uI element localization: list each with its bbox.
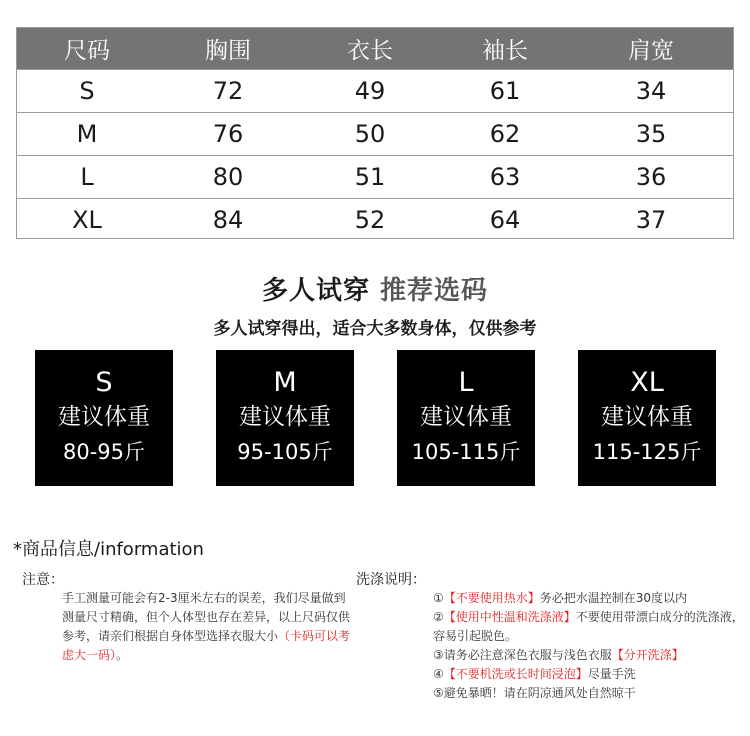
wash-item-text: 尽量手洗: [587, 667, 636, 681]
wash-item-highlight: 【不要使用热水】: [443, 591, 540, 605]
card-weight-range: 115-125斤: [592, 440, 702, 464]
card-size: L: [458, 367, 474, 398]
recommend-subtitle: 多人试穿得出，适合大多数身体，仅供参考: [213, 319, 537, 339]
wash-item: [433, 608, 745, 646]
table-cell: 84: [212, 206, 244, 234]
card-weight-label: 建议体重: [420, 404, 512, 430]
table-cell: 51: [354, 163, 386, 191]
card-weight-range: 105-115斤: [411, 440, 521, 464]
wash-item-highlight: 【不要机洗或长时间浸泡】: [443, 667, 588, 681]
card-weight-range: 95-105斤: [237, 440, 333, 464]
table-row: [17, 69, 733, 112]
table-row: [17, 198, 733, 241]
wash-item: [433, 589, 745, 608]
table-row: [17, 155, 733, 198]
card-size: M: [273, 367, 297, 398]
table-cell: 62: [489, 120, 521, 148]
note-body: [62, 589, 352, 665]
wash-list: [433, 589, 745, 703]
header-size: 尺码: [64, 38, 110, 64]
table-cell: 80: [212, 163, 244, 191]
table-cell: 49: [354, 77, 386, 105]
card-size: S: [95, 367, 113, 398]
note-text: 手工测量可能会有2-3厘米左右的误差，我们尽量做到测量尺寸精确，但个人体型也存在差异，以上尺码仅供参考，请亲们根据自身体型选择衣服大小: [62, 591, 351, 643]
table-cell: 34: [635, 77, 667, 105]
table-row: [17, 112, 733, 155]
wash-item-highlight: 【使用中性温和洗涤液】: [443, 610, 576, 624]
wash-item-text: 务必把水温控制在30度以内: [539, 591, 688, 605]
table-cell: 61: [489, 77, 521, 105]
card-weight-range: 80-95斤: [62, 440, 146, 464]
wash-item-number: ④: [433, 667, 444, 681]
wash-item-text: 不要使用带漂白成分的洗涤液，容易引起脱色。: [433, 610, 744, 643]
note-end: 。: [116, 648, 129, 662]
table-cell: XL: [72, 206, 102, 234]
table-cell: 72: [212, 77, 244, 105]
wash-item-number: ③: [433, 648, 444, 662]
wash-item-text: 避免暴晒！请在阴凉通风处自然晾干: [443, 686, 636, 700]
table-cell: S: [79, 77, 95, 105]
note-highlight: （卡码可以考虑大一码）: [62, 629, 351, 662]
table-cell: 63: [489, 163, 521, 191]
wash-item: [433, 684, 745, 703]
size-table-header: [17, 28, 733, 69]
wash-item: [433, 646, 745, 665]
size-card-m: [216, 350, 354, 486]
wash-item-number: ①: [433, 591, 444, 605]
card-weight-label: 建议体重: [58, 404, 150, 430]
note-title: 注意：: [22, 572, 64, 588]
wash-item-highlight: 【分开洗涤】: [611, 648, 684, 662]
header-shoulder: 肩宽: [628, 38, 674, 64]
wash-item-number: ②: [433, 610, 444, 624]
info-heading: *商品信息/information: [13, 539, 204, 560]
table-cell: 64: [489, 206, 521, 234]
header-length: 衣长: [347, 38, 393, 64]
table-cell: 52: [354, 206, 386, 234]
recommend-title-main: 多人试穿: [261, 276, 370, 306]
table-cell: L: [80, 163, 94, 191]
recommend-title-highlight: 推荐选码: [380, 276, 489, 306]
table-cell: M: [76, 120, 98, 148]
wash-item-number: ⑤: [433, 686, 444, 700]
card-weight-label: 建议体重: [239, 404, 331, 430]
wash-title: 洗涤说明：: [356, 572, 426, 588]
header-sleeve: 袖长: [482, 38, 528, 64]
size-card-xl: [578, 350, 716, 486]
table-cell: 37: [635, 206, 667, 234]
recommend-title: [0, 270, 750, 307]
size-card-l: [397, 350, 535, 486]
wash-item-text: 请务必注意深色衣服与浅色衣服: [443, 648, 612, 662]
table-cell: 35: [635, 120, 667, 148]
card-weight-label: 建议体重: [601, 404, 693, 430]
table-cell: 50: [354, 120, 386, 148]
header-chest: 胸围: [205, 38, 251, 64]
size-card-s: [35, 350, 173, 486]
card-size: XL: [630, 367, 664, 398]
table-cell: 76: [212, 120, 244, 148]
table-cell: 36: [635, 163, 667, 191]
size-table: [16, 27, 734, 239]
wash-item: [433, 665, 745, 684]
